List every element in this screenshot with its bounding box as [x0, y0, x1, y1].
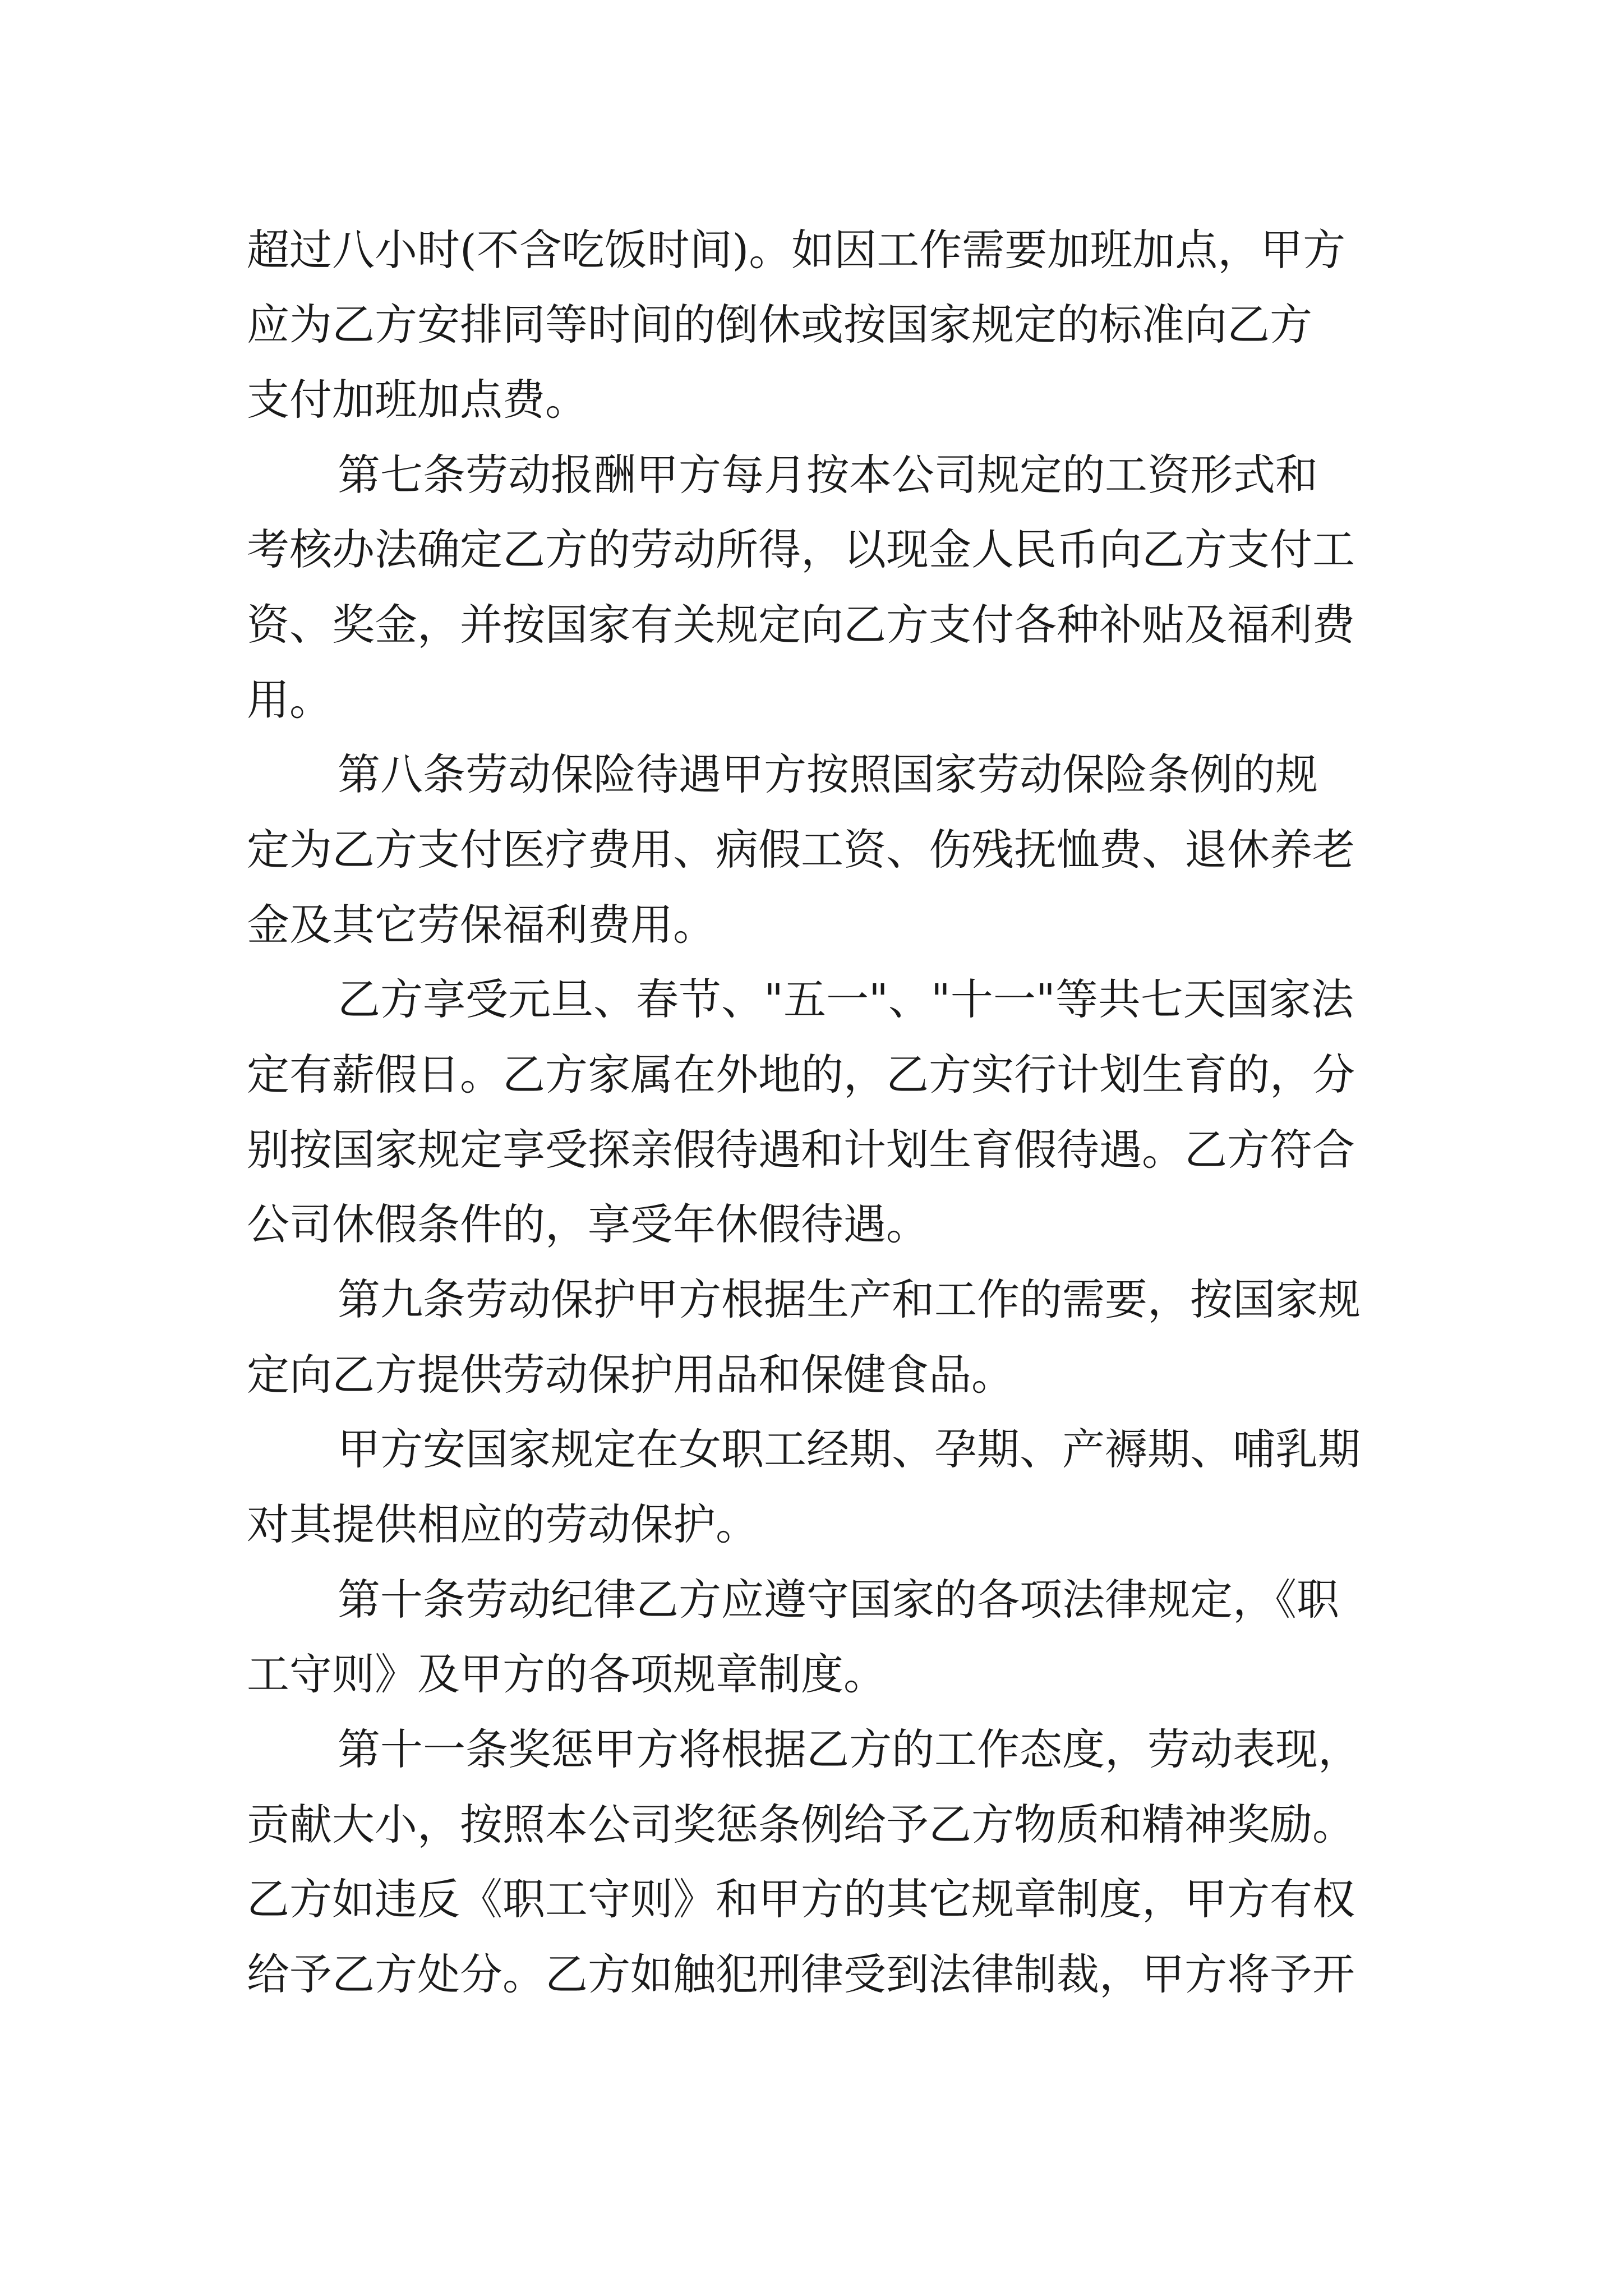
text-line: 用。: [247, 675, 332, 725]
text-line: 定有薪假日。乙方家属在外地的，乙方实行计划生育的，分: [247, 1050, 1355, 1099]
text-line: 支付加班加点费。: [247, 375, 588, 425]
text-line: 公司休假条件的，享受年休假待遇。: [247, 1199, 929, 1249]
text-line: 工守则》及甲方的各项规章制度。: [247, 1649, 886, 1699]
text-line: 给予乙方处分。乙方如触犯刑律受到法律制裁，甲方将予开: [247, 1949, 1355, 1999]
text-line: 第十一条奖惩甲方将根据乙方的工作态度，劳动表现，: [338, 1724, 1361, 1774]
text-line: 第七条劳动报酬甲方每月按本公司规定的工资形式和: [338, 450, 1318, 500]
text-line: 应为乙方安排同等时间的倒休或按国家规定的标准向乙方: [247, 300, 1312, 349]
text-line: 超过八小时(不含吃饭时间)。如因工作需要加班加点，甲方: [247, 225, 1346, 275]
text-line: 定向乙方提供劳动保护用品和保健食品。: [247, 1350, 1014, 1400]
text-line: 第八条劳动保险待遇甲方按照国家劳动保险条例的规: [338, 749, 1318, 799]
text-line: 乙方如违反《职工守则》和甲方的其它规章制度，甲方有权: [247, 1874, 1355, 1924]
text-line: 第九条劳动保护甲方根据生产和工作的需要，按国家规: [338, 1274, 1361, 1324]
text-line: 第十条劳动纪律乙方应遵守国家的各项法律规定，《职: [338, 1575, 1339, 1625]
text-line: 定为乙方支付医疗费用、病假工资、伤残抚恤费、退休养老: [247, 825, 1355, 875]
text-line: 资、奖金，并按国家有关规定向乙方支付各种补贴及福利费: [247, 600, 1355, 650]
text-line: 甲方安国家规定在女职工经期、孕期、产褥期、哺乳期: [338, 1424, 1361, 1474]
text-line: 贡献大小，按照本公司奖惩条例给予乙方物质和精神奖励。: [247, 1800, 1355, 1849]
text-line: 考核办法确定乙方的劳动所得，以现金人民币向乙方支付工: [247, 524, 1355, 574]
text-line: 乙方享受元旦、春节、"五一"、"十一"等共七天国家法: [338, 974, 1354, 1024]
text-line: 别按国家规定享受探亲假待遇和计划生育假待遇。乙方符合: [247, 1125, 1355, 1175]
text-line: 对其提供相应的劳动保护。: [247, 1499, 758, 1549]
text-line: 金及其它劳保福利费用。: [247, 900, 716, 950]
